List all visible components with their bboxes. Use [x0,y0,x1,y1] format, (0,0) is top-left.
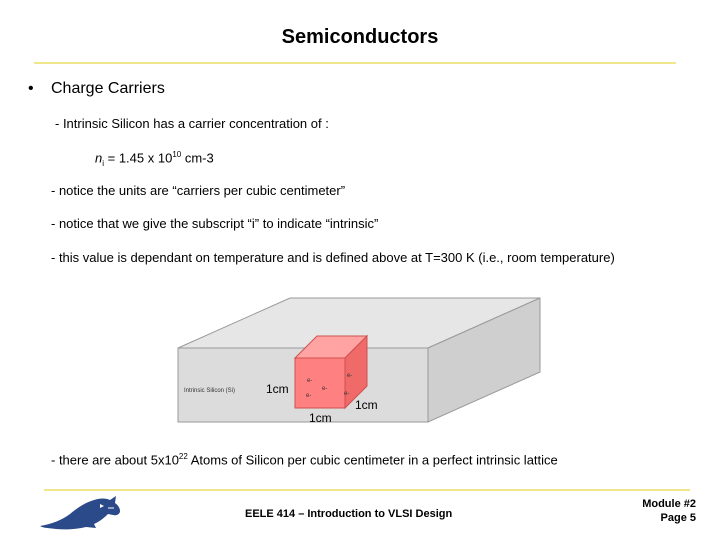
atom-density-exponent: 22 [178,452,188,461]
footer-module: Module #2 [642,498,696,510]
cube-depth-label: 1cm [355,398,378,412]
atom-density-text [51,452,558,467]
carrier-e-4: e- [347,373,353,379]
title-divider [34,62,676,64]
bullet-marker: • [28,80,34,97]
block-label: Intrinsic Silicon (Si) [184,388,236,394]
formula-exponent: 10 [172,150,182,159]
silicon-block-figure [170,290,550,430]
formula-prefix: = 1.45 x 10 [104,150,173,166]
carrier-concentration-formula [95,150,214,168]
intro-text: - Intrinsic Silicon has a carrier concentration of : [55,116,329,131]
footer-page-info [612,497,696,525]
note-temperature: - this value is dependant on temperature and is defined above at T=300 K (i.e., room temperature) [51,250,615,265]
note-units: - notice the units are “carriers per cubic centimeter” [51,183,346,198]
atom-density-prefix: - there are about 5x10 [51,452,179,468]
carrier-e-1: e- [307,378,313,384]
carrier-e-5: e- [344,391,350,397]
note-subscript: - notice that we give the subscript “i” to indicate “intrinsic” [51,216,379,231]
formula-symbol: n [95,150,103,166]
footer-page: Page 5 [660,512,696,524]
footer-course: EELE 414 – Introduction to VLSI Design [245,508,453,520]
cube-width-label: 1cm [309,411,332,425]
carrier-e-3: e- [306,393,312,399]
carrier-e-2: e- [322,386,328,392]
bullet-heading: Charge Carriers [51,80,165,97]
bobcat-logo [38,494,122,534]
slide-title: Semiconductors [281,26,439,48]
formula-unit: cm-3 [181,150,214,166]
footer-divider [44,489,690,491]
cube-height-label: 1cm [266,382,289,396]
cube-front-face [295,358,345,408]
formula-subscript: i [102,158,105,168]
atom-density-suffix: Atoms of Silicon per cubic centimeter in a perfect intrinsic lattice [187,452,558,468]
